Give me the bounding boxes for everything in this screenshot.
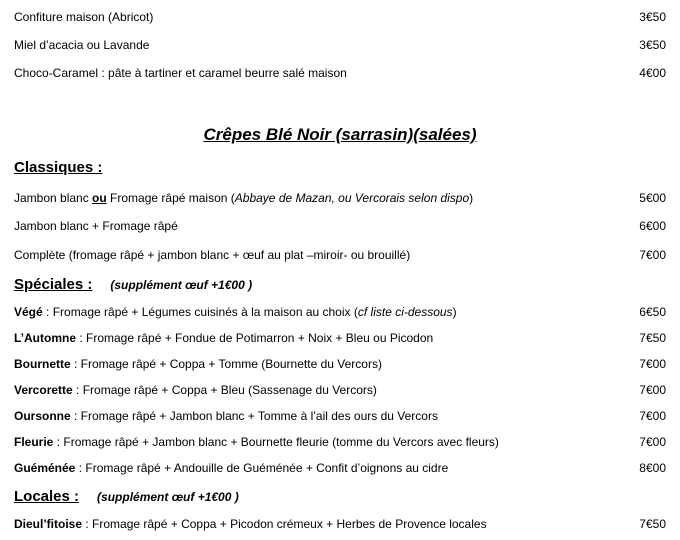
item-price: 7€50 [639, 331, 666, 345]
item-desc: : Fromage râpé + Andouille de Guéménée + Confit d’oignons au cidre [75, 461, 449, 475]
item-name [14, 515, 487, 533]
item-price: 7€00 [639, 248, 666, 262]
item-price: 6€50 [639, 305, 666, 319]
item-name [14, 459, 448, 477]
item-text: ) [469, 191, 474, 205]
item-desc: : Fromage râpé + Fondue de Potimarron + Noix + Bleu ou Picodon [76, 331, 434, 345]
item-price: 7€00 [639, 357, 666, 371]
section-title: Crêpes Blé Noir (sarrasin)(salées) [203, 125, 477, 144]
item-name: Complète (fromage râpé + jambon blanc + œuf au plat –miroir- ou brouillé) [14, 248, 411, 262]
item-title: Fleurie [14, 435, 54, 449]
item-price: 3€50 [639, 38, 666, 52]
category-heading: Locales : [14, 488, 80, 505]
item-title: Oursonne [14, 409, 71, 423]
item-name: Confiture maison (Abricot) [14, 10, 154, 24]
item-desc: : Fromage râpé + Coppa + Picodon crémeux + Herbes de Provence locales [82, 517, 487, 531]
item-desc: : Fromage râpé + Légumes cuisinés à la maison au choix ( [42, 305, 358, 319]
menu-item [14, 64, 666, 82]
category-heading: Classiques : [14, 159, 103, 176]
category-note: (supplément œuf +1€00 ) [110, 278, 253, 292]
menu-item [14, 246, 666, 264]
item-title: Végé [14, 305, 43, 319]
item-text: Fromage râpé maison ( [106, 191, 235, 205]
menu-item [14, 381, 666, 399]
menu-item [14, 459, 666, 477]
item-name [14, 433, 499, 451]
item-desc: : Fromage râpé + Coppa + Tomme (Bournette du Vercors) [70, 357, 382, 371]
item-price: 4€00 [639, 66, 666, 80]
item-text: ) [452, 305, 457, 319]
item-price: 7€00 [639, 435, 666, 449]
item-name: Miel d’acacia ou Lavande [14, 38, 150, 52]
category-heading: Spéciales : [14, 276, 93, 293]
item-title: Bournette [14, 357, 71, 371]
item-note: cf liste ci-dessous [357, 305, 453, 319]
menu-item [14, 355, 666, 373]
item-price: 8€00 [639, 461, 666, 475]
menu-item [14, 407, 666, 425]
item-name [14, 381, 377, 399]
category-speciales [14, 275, 252, 295]
menu-item [14, 303, 666, 321]
item-title: L’Automne [14, 331, 76, 345]
item-desc: : Fromage râpé + Jambon blanc + Tomme à l’ail des ours du Vercors [70, 409, 438, 423]
item-price: 7€00 [639, 383, 666, 397]
item-name: Jambon blanc + Fromage râpé [14, 219, 178, 233]
item-price: 5€00 [639, 191, 666, 205]
category-locales [14, 487, 239, 507]
item-name [14, 407, 438, 425]
item-price: 3€50 [639, 10, 666, 24]
item-name [14, 329, 433, 347]
item-price: 7€00 [639, 409, 666, 423]
item-note: Abbaye de Mazan, ou Vercorais selon dispo [234, 191, 470, 205]
item-desc: : Fromage râpé + Coppa + Bleu (Sassenage du Vercors) [72, 383, 377, 397]
menu-item [14, 8, 666, 26]
menu-item [14, 329, 666, 347]
item-title: Vercorette [14, 383, 73, 397]
item-price: 7€50 [639, 517, 666, 531]
item-text: Jambon blanc [14, 191, 93, 205]
item-title: Dieul’fitoise [14, 517, 83, 531]
item-name [14, 355, 382, 373]
menu-item [14, 217, 666, 235]
menu-item [14, 433, 666, 451]
item-name: Choco-Caramel : pâte à tartiner et caramel beurre salé maison [14, 66, 347, 80]
category-note: (supplément œuf +1€00 ) [97, 490, 239, 504]
item-price: 6€00 [639, 219, 666, 233]
category-classiques [14, 158, 102, 178]
item-name [14, 303, 457, 321]
item-or: ou [92, 191, 107, 205]
menu-item [14, 36, 666, 54]
menu-item [14, 515, 666, 533]
item-desc: : Fromage râpé + Jambon blanc + Bournette fleurie (tomme du Vercors avec fleurs) [53, 435, 499, 449]
item-name [14, 189, 473, 207]
item-title: Guéménée [14, 461, 76, 475]
menu-item [14, 189, 666, 207]
